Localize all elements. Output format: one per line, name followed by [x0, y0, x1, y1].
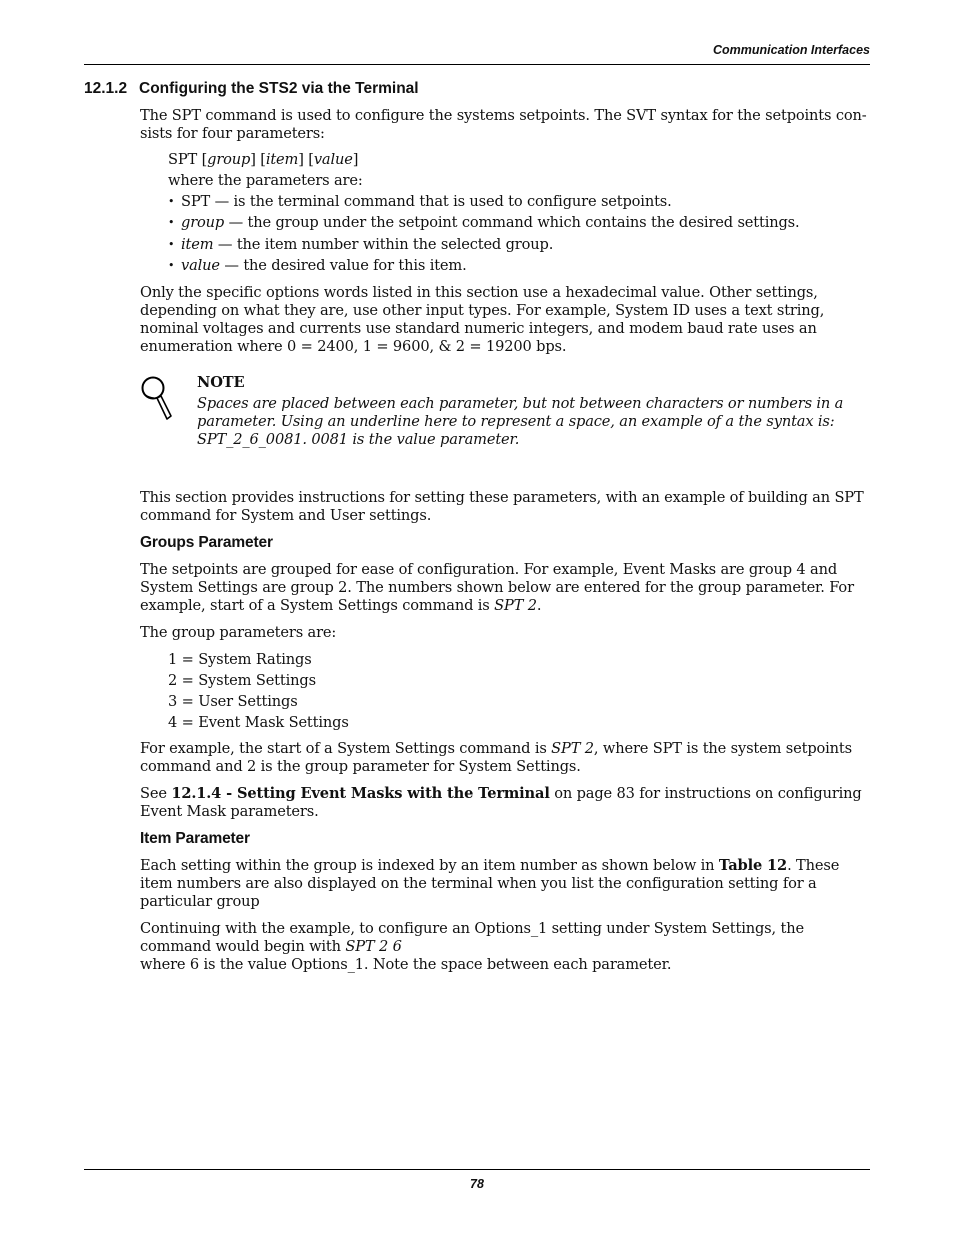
running-header: Communication Interfaces	[713, 43, 870, 57]
bullet-text: — the desired value for this item.	[219, 257, 467, 275]
syntax-command: SPT	[168, 151, 202, 168]
where-line: where the parameters are:	[168, 172, 363, 189]
example-post: , where SPT is the system setpoints command and 2 is the group parameter for System Settings.	[140, 740, 852, 776]
bullet-icon: •	[168, 259, 175, 273]
list-item: 3 = User Settings	[168, 693, 298, 711]
section-title: Configuring the STS2 via the Terminal	[139, 80, 419, 97]
body-content	[140, 107, 870, 974]
bullet-term: item	[181, 235, 214, 253]
groups-paragraph	[140, 561, 870, 615]
note-box	[140, 374, 870, 489]
continuing-line2: where 6 is the value Options_1. Note the space between each parameter.	[140, 956, 672, 974]
note-title: NOTE	[197, 374, 245, 392]
intro-paragraph: The SPT command is used to configure the systems setpoints. The SVT syntax for the setpoints consists for four parameters:	[140, 107, 867, 142]
group-list-intro: The group parameters are:	[140, 624, 337, 642]
groups-heading: Groups Parameter	[140, 534, 273, 552]
groups-end: .	[536, 597, 542, 615]
bullet-text: SPT — is the terminal command that is used to configure setpoints.	[181, 193, 672, 210]
syntax-group: group	[207, 151, 251, 168]
syntax-block	[168, 151, 870, 190]
continuing-command: SPT 2 6	[345, 938, 402, 956]
bullet-icon: •	[168, 237, 175, 251]
bullet-icon: •	[168, 216, 175, 230]
table-reference[interactable]: Table 12	[718, 857, 788, 875]
see-post: on page 83 for instructions on configuring Event Mask parameters.	[140, 785, 862, 821]
continuing-pre: Continuing with the example, to configure an Options_1 setting under System Settings, the command would begin with	[140, 920, 804, 956]
group-list	[168, 651, 870, 732]
footer-rule	[84, 1169, 870, 1170]
see-pre: See	[140, 785, 172, 803]
item-paragraph	[140, 857, 870, 911]
list-item: 2 = System Settings	[168, 672, 316, 690]
note-body: Spaces are placed between each parameter, but not between characters or numbers in a parameter. Using an underline here to represent a space, an example of a the syntax is: SPT_2_6_0081. 0081 is the value parameter.	[197, 395, 844, 449]
list-item	[168, 235, 870, 254]
bullet-text: — the group under the setpoint command which contains the desired settings.	[224, 214, 800, 232]
list-item	[168, 257, 870, 275]
bullet-term: value	[181, 257, 220, 275]
syntax-line: SPT [group] [item] [value]	[168, 151, 359, 168]
continuing-paragraph	[140, 920, 870, 974]
list-item: 1 = System Ratings	[168, 651, 312, 669]
list-item: 4 = Event Mask Settings	[168, 714, 349, 732]
example-pre: For example, the start of a System Settings command is	[140, 740, 552, 758]
section-number: 12.1.2	[84, 80, 128, 97]
group-example-paragraph	[140, 740, 870, 776]
example-command: SPT 2	[551, 740, 594, 758]
magnifier-icon	[140, 376, 172, 424]
section-heading	[84, 80, 419, 98]
header-rule	[84, 64, 870, 65]
groups-text: The setpoints are grouped for ease of configuration. For example, Event Masks are group 4 and System Settings are group 2. The numbers shown below are entered for the group parameter. For example, start of a System Settings command is	[140, 561, 854, 615]
bullet-term: group	[181, 214, 225, 232]
bullet-icon: •	[168, 195, 175, 208]
bullet-text: — the item number within the selected group.	[213, 235, 554, 253]
syntax-value: value	[313, 151, 353, 168]
item-heading: Item Parameter	[140, 830, 250, 848]
syntax-item: item	[265, 151, 299, 168]
options-paragraph: Only the specific options words listed in this section use a hexadecimal value. Other settings, depending on what they are, use other input types. For example, System ID uses a text string, nominal voltages and currents use standard numeric integers, and modem baud rate uses an enumeration where 0 = 2400, 1 = 9600, & 2 = 19200 bps.	[140, 284, 825, 356]
section-intro-paragraph: This section provides instructions for setting these parameters, with an example of building an SPT command for System and User settings.	[140, 489, 864, 525]
cross-reference-link[interactable]: 12.1.4 - Setting Event Masks with the Terminal	[171, 785, 550, 803]
list-item	[168, 193, 870, 211]
item-post: . These item numbers are also displayed on the terminal when you list the configuration setting for a particular group	[140, 857, 840, 911]
groups-command: SPT 2	[494, 597, 537, 615]
list-item	[168, 214, 870, 232]
item-pre: Each setting within the group is indexed by an item number as shown below in	[140, 857, 719, 875]
parameter-list	[140, 193, 870, 275]
see-also-paragraph	[140, 785, 870, 821]
page-number: 78	[470, 1177, 484, 1191]
